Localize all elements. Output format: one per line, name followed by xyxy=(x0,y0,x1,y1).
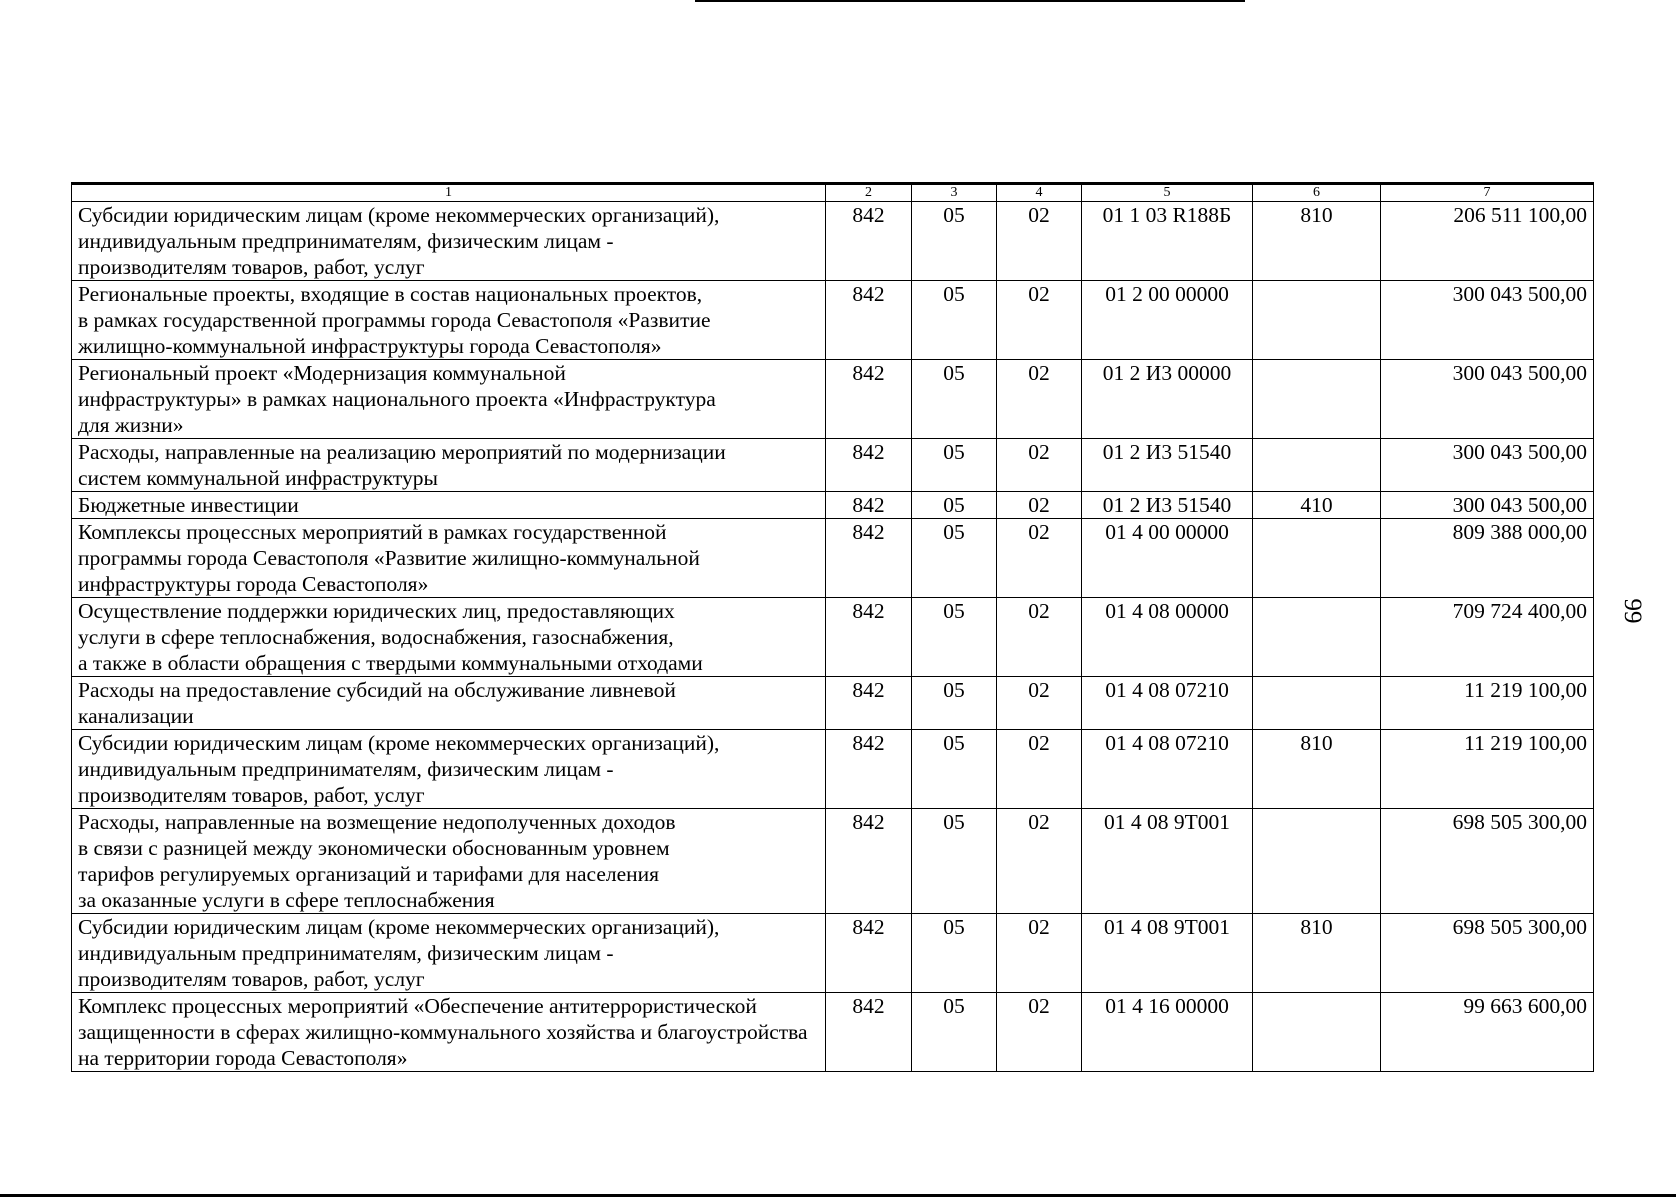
row-description: Комплексы процессных мероприятий в рамках государственной программы города Севастополя «Развитие жилищно-коммунальной инфраструктуры города Севастополя» xyxy=(72,519,826,598)
row-amount: 206 511 100,00 xyxy=(1381,202,1594,281)
row-subsection-code: 02 xyxy=(997,519,1082,598)
row-target-article-code: 01 4 08 9Т001 xyxy=(1082,914,1253,993)
scan-edge-top xyxy=(695,0,1245,2)
row-description: Региональные проекты, входящие в состав национальных проектов, в рамках государственной программы города Севастополя «Развитие жилищно-коммунальной инфраструктуры города Севастополя» xyxy=(72,281,826,360)
row-amount: 300 043 500,00 xyxy=(1381,492,1594,519)
row-subsection-code: 02 xyxy=(997,730,1082,809)
row-description: Осуществление поддержки юридических лиц, предоставляющих услуги в сфере теплоснабжения, водоснабжения, газоснабжения, а также в области обращения с твердыми коммунальными отходами xyxy=(72,598,826,677)
table-row xyxy=(72,914,1594,993)
column-number-row xyxy=(72,184,1594,202)
row-section-code: 05 xyxy=(912,809,997,914)
row-section-code: 05 xyxy=(912,598,997,677)
row-target-article-code: 01 4 08 9Т001 xyxy=(1082,809,1253,914)
row-target-article-code: 01 2 00 00000 xyxy=(1082,281,1253,360)
row-grbs-code: 842 xyxy=(826,439,912,492)
row-expense-type-code: 810 xyxy=(1253,202,1381,281)
row-amount: 11 219 100,00 xyxy=(1381,677,1594,730)
row-expense-type-code: 410 xyxy=(1253,492,1381,519)
row-section-code: 05 xyxy=(912,492,997,519)
row-subsection-code: 02 xyxy=(997,492,1082,519)
row-section-code: 05 xyxy=(912,677,997,730)
row-expense-type-code: 810 xyxy=(1253,730,1381,809)
row-expense-type-code xyxy=(1253,519,1381,598)
row-target-article-code: 01 1 03 R188Б xyxy=(1082,202,1253,281)
table-row xyxy=(72,519,1594,598)
row-grbs-code: 842 xyxy=(826,993,912,1072)
row-section-code: 05 xyxy=(912,519,997,598)
row-grbs-code: 842 xyxy=(826,519,912,598)
row-target-article-code: 01 4 08 00000 xyxy=(1082,598,1253,677)
table-row xyxy=(72,439,1594,492)
row-section-code: 05 xyxy=(912,281,997,360)
row-amount: 809 388 000,00 xyxy=(1381,519,1594,598)
row-expense-type-code xyxy=(1253,809,1381,914)
row-section-code: 05 xyxy=(912,202,997,281)
column-header: 5 xyxy=(1082,184,1253,202)
row-grbs-code: 842 xyxy=(826,281,912,360)
table-row xyxy=(72,360,1594,439)
row-description: Расходы, направленные на реализацию мероприятий по модернизации систем коммунальной инфраструктуры xyxy=(72,439,826,492)
row-grbs-code: 842 xyxy=(826,492,912,519)
column-header: 2 xyxy=(826,184,912,202)
table-row xyxy=(72,492,1594,519)
row-grbs-code: 842 xyxy=(826,809,912,914)
row-amount: 698 505 300,00 xyxy=(1381,914,1594,993)
row-expense-type-code xyxy=(1253,360,1381,439)
row-section-code: 05 xyxy=(912,360,997,439)
row-subsection-code: 02 xyxy=(997,360,1082,439)
row-description: Расходы, направленные на возмещение недополученных доходов в связи с разницей между экономически обоснованным уровнем тарифов регулируемых организаций и тарифами для населения за оказанные услуги в сфере теплоснабжения xyxy=(72,809,826,914)
row-subsection-code: 02 xyxy=(997,914,1082,993)
row-description: Комплекс процессных мероприятий «Обеспечение антитеррористической защищенности в сферах жилищно-коммунального хозяйства и благоустройства на территории города Севастополя» xyxy=(72,993,826,1072)
row-target-article-code: 01 2 И3 00000 xyxy=(1082,360,1253,439)
column-header: 6 xyxy=(1253,184,1381,202)
row-description: Региональный проект «Модернизация коммунальной инфраструктуры» в рамках национального проекта «Инфраструктура для жизни» xyxy=(72,360,826,439)
row-section-code: 05 xyxy=(912,439,997,492)
row-grbs-code: 842 xyxy=(826,598,912,677)
row-section-code: 05 xyxy=(912,914,997,993)
table-row xyxy=(72,730,1594,809)
table-row xyxy=(72,202,1594,281)
table-row xyxy=(72,993,1594,1072)
row-description: Субсидии юридическим лицам (кроме некоммерческих организаций), индивидуальным предпринимателям, физическим лицам - производителям товаров, работ, услуг xyxy=(72,202,826,281)
row-subsection-code: 02 xyxy=(997,809,1082,914)
row-target-article-code: 01 2 И3 51540 xyxy=(1082,492,1253,519)
row-section-code: 05 xyxy=(912,730,997,809)
row-expense-type-code xyxy=(1253,439,1381,492)
column-header: 3 xyxy=(912,184,997,202)
column-header: 7 xyxy=(1381,184,1594,202)
budget-table xyxy=(71,182,1594,1072)
column-header: 1 xyxy=(72,184,826,202)
table-row xyxy=(72,677,1594,730)
row-target-article-code: 01 4 16 00000 xyxy=(1082,993,1253,1072)
row-amount: 698 505 300,00 xyxy=(1381,809,1594,914)
row-subsection-code: 02 xyxy=(997,677,1082,730)
row-description: Бюджетные инвестиции xyxy=(72,492,826,519)
table-row xyxy=(72,281,1594,360)
row-subsection-code: 02 xyxy=(997,993,1082,1072)
row-amount: 300 043 500,00 xyxy=(1381,281,1594,360)
row-amount: 300 043 500,00 xyxy=(1381,360,1594,439)
table-row xyxy=(72,809,1594,914)
row-grbs-code: 842 xyxy=(826,730,912,809)
row-amount: 11 219 100,00 xyxy=(1381,730,1594,809)
row-description: Расходы на предоставление субсидий на обслуживание ливневой канализации xyxy=(72,677,826,730)
row-grbs-code: 842 xyxy=(826,360,912,439)
row-amount: 99 663 600,00 xyxy=(1381,993,1594,1072)
row-target-article-code: 01 4 08 07210 xyxy=(1082,730,1253,809)
row-grbs-code: 842 xyxy=(826,202,912,281)
row-subsection-code: 02 xyxy=(997,281,1082,360)
row-subsection-code: 02 xyxy=(997,202,1082,281)
row-subsection-code: 02 xyxy=(997,598,1082,677)
row-expense-type-code xyxy=(1253,677,1381,730)
row-grbs-code: 842 xyxy=(826,677,912,730)
page-number: 99 xyxy=(1619,598,1646,624)
row-target-article-code: 01 4 00 00000 xyxy=(1082,519,1253,598)
row-expense-type-code xyxy=(1253,281,1381,360)
row-description: Субсидии юридическим лицам (кроме некоммерческих организаций), индивидуальным предпринимателям, физическим лицам - производителям товаров, работ, услуг xyxy=(72,730,826,809)
row-amount: 709 724 400,00 xyxy=(1381,598,1594,677)
row-target-article-code: 01 4 08 07210 xyxy=(1082,677,1253,730)
row-amount: 300 043 500,00 xyxy=(1381,439,1594,492)
column-header: 4 xyxy=(997,184,1082,202)
row-grbs-code: 842 xyxy=(826,914,912,993)
scan-edge-bottom xyxy=(0,1194,1676,1197)
row-subsection-code: 02 xyxy=(997,439,1082,492)
row-expense-type-code xyxy=(1253,993,1381,1072)
row-description: Субсидии юридическим лицам (кроме некоммерческих организаций), индивидуальным предпринимателям, физическим лицам - производителям товаров, работ, услуг xyxy=(72,914,826,993)
row-target-article-code: 01 2 И3 51540 xyxy=(1082,439,1253,492)
table-row xyxy=(72,598,1594,677)
row-expense-type-code: 810 xyxy=(1253,914,1381,993)
row-expense-type-code xyxy=(1253,598,1381,677)
row-section-code: 05 xyxy=(912,993,997,1072)
